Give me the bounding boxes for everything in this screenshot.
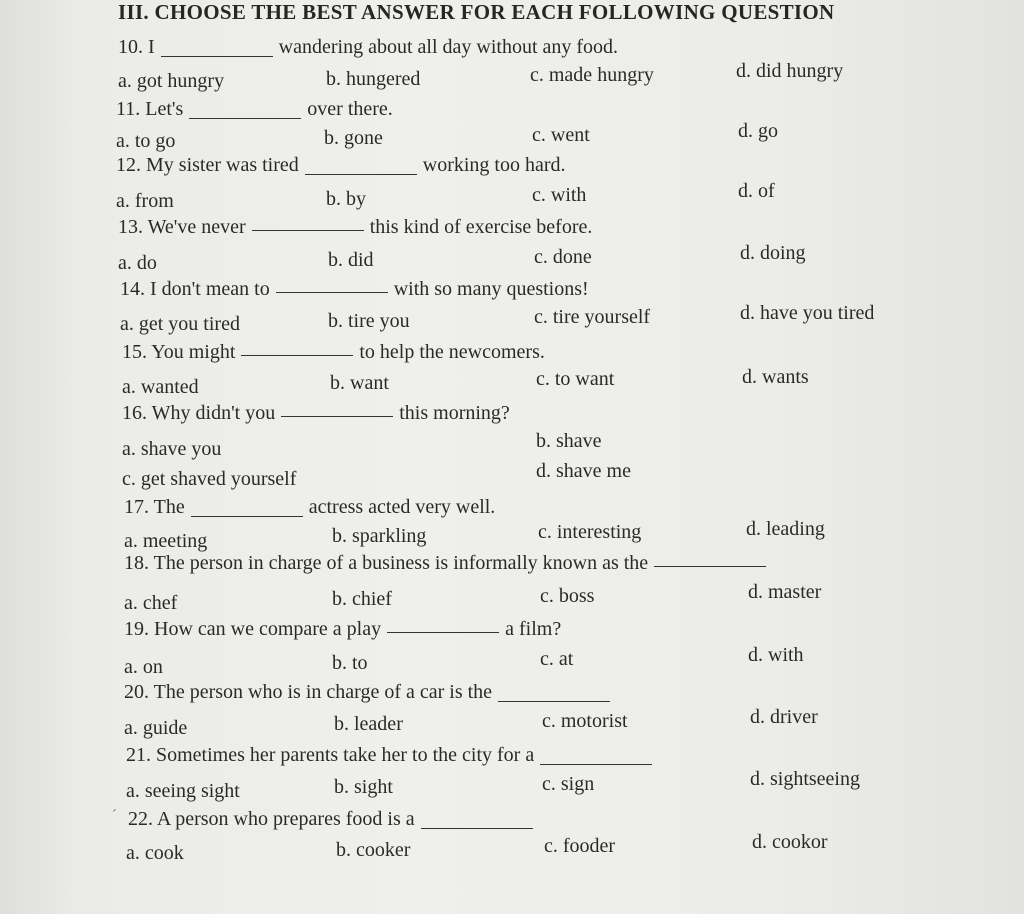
answer-blank bbox=[276, 291, 388, 293]
question-20 bbox=[124, 681, 616, 704]
question-text-end: to help the newcomers. bbox=[359, 341, 545, 363]
option-b: b. gone bbox=[324, 127, 383, 149]
option-b: b. sight bbox=[334, 776, 393, 798]
question-text: 18. The person in charge of a business is informally known as the bbox=[124, 552, 649, 574]
option-b: b. leader bbox=[334, 713, 403, 735]
option-a: a. to go bbox=[116, 130, 176, 152]
option-a: a. shave you bbox=[122, 438, 222, 460]
option-b: b. did bbox=[328, 249, 374, 271]
answer-blank bbox=[498, 700, 610, 702]
option-d: d. did hungry bbox=[736, 60, 844, 82]
question-text-end: a film? bbox=[505, 618, 562, 640]
option-b: b. cooker bbox=[336, 839, 411, 861]
option-c: c. tire yourself bbox=[534, 306, 651, 328]
option-d: d. leading bbox=[746, 518, 825, 540]
option-c: c. sign bbox=[542, 773, 595, 795]
option-c: c. done bbox=[534, 246, 592, 268]
option-b: b. to bbox=[332, 652, 368, 674]
option-d: d. of bbox=[738, 180, 775, 202]
option-a: a. on bbox=[124, 656, 163, 678]
option-d: d. go bbox=[738, 120, 778, 142]
option-a: a. guide bbox=[124, 717, 188, 739]
option-d: d. wants bbox=[742, 366, 809, 388]
option-a: a. got hungry bbox=[118, 70, 225, 92]
option-b: b. by bbox=[326, 188, 366, 210]
question-16 bbox=[122, 402, 510, 425]
option-c: c. fooder bbox=[544, 835, 616, 857]
answer-blank bbox=[654, 565, 766, 567]
answer-blank bbox=[421, 827, 533, 829]
option-c: c. went bbox=[532, 124, 590, 146]
question-13 bbox=[118, 216, 592, 239]
option-c: c. interesting bbox=[538, 521, 642, 543]
question-text-end: this kind of exercise before. bbox=[369, 216, 593, 238]
option-c: c. at bbox=[540, 648, 574, 670]
question-10 bbox=[118, 36, 618, 59]
section-title: III. CHOOSE THE BEST ANSWER FOR EACH FOLLOWING QUESTION bbox=[118, 0, 835, 24]
answer-blank bbox=[189, 117, 301, 119]
option-a: a. wanted bbox=[122, 376, 199, 398]
option-d: d. have you tired bbox=[740, 302, 875, 324]
option-a: a. chef bbox=[124, 592, 178, 614]
option-a: a. cook bbox=[126, 842, 184, 864]
question-text-end: actress acted very well. bbox=[308, 496, 496, 518]
option-c: c. boss bbox=[540, 585, 595, 607]
answer-blank bbox=[161, 55, 273, 57]
question-11 bbox=[116, 98, 393, 121]
option-a: a. seeing sight bbox=[126, 780, 240, 802]
option-b: b. chief bbox=[332, 588, 392, 610]
question-text: 20. The person who is in charge of a car is the bbox=[124, 681, 493, 703]
question-text-end: wandering about all day without any food. bbox=[278, 36, 619, 58]
option-d: d. with bbox=[748, 644, 804, 666]
option-d: d. master bbox=[748, 581, 822, 603]
option-b: b. tire you bbox=[328, 310, 410, 332]
question-text: 11. Let's bbox=[116, 98, 184, 120]
answer-blank bbox=[241, 354, 353, 356]
question-21 bbox=[126, 744, 658, 767]
question-12 bbox=[116, 154, 566, 177]
option-c: c. made hungry bbox=[530, 64, 654, 86]
question-22 bbox=[128, 808, 539, 831]
answer-blank bbox=[540, 763, 652, 765]
question-text: 16. Why didn't you bbox=[122, 402, 276, 424]
option-d: d. sightseeing bbox=[750, 768, 860, 790]
question-19 bbox=[124, 618, 561, 641]
pencil-mark: ´ bbox=[112, 808, 117, 823]
question-18 bbox=[124, 552, 772, 575]
question-text: 17. The bbox=[124, 496, 185, 518]
option-d: d. shave me bbox=[536, 460, 631, 482]
option-d: d. doing bbox=[740, 242, 806, 264]
option-b: b. want bbox=[330, 372, 389, 394]
answer-blank bbox=[281, 415, 393, 417]
question-text-end: this morning? bbox=[399, 402, 510, 424]
question-text-end: with so many questions! bbox=[393, 278, 589, 300]
answer-blank bbox=[191, 515, 303, 517]
answer-blank bbox=[305, 173, 417, 175]
question-text: 12. My sister was tired bbox=[116, 154, 299, 176]
option-c: c. with bbox=[532, 184, 587, 206]
question-17 bbox=[124, 496, 495, 519]
option-b: b. hungered bbox=[326, 68, 421, 90]
question-text: 14. I don't mean to bbox=[120, 278, 270, 300]
option-d: d. driver bbox=[750, 706, 818, 728]
option-b: b. sparkling bbox=[332, 525, 427, 547]
option-a: a. meeting bbox=[124, 530, 208, 552]
question-text: 10. I bbox=[118, 36, 155, 58]
question-15 bbox=[122, 341, 545, 364]
option-b: b. shave bbox=[536, 430, 602, 452]
option-a: a. get you tired bbox=[120, 313, 240, 335]
option-a: a. from bbox=[116, 190, 174, 212]
question-text-end: working too hard. bbox=[422, 154, 566, 176]
option-c: c. to want bbox=[536, 368, 615, 390]
question-14 bbox=[120, 278, 589, 301]
answer-blank bbox=[252, 229, 364, 231]
option-c: c. get shaved yourself bbox=[122, 468, 297, 490]
option-a: a. do bbox=[118, 252, 157, 274]
question-text-end: over there. bbox=[307, 98, 393, 120]
question-text: 19. How can we compare a play bbox=[124, 618, 382, 640]
question-text: 22. A person who prepares food is a bbox=[128, 808, 415, 830]
question-text: 21. Sometimes her parents take her to the city for a bbox=[126, 744, 535, 766]
option-c: c. motorist bbox=[542, 710, 628, 732]
answer-blank bbox=[387, 631, 499, 633]
question-text: 15. You might bbox=[122, 341, 236, 363]
option-d: d. cookor bbox=[752, 831, 828, 853]
question-text: 13. We've never bbox=[118, 216, 246, 238]
